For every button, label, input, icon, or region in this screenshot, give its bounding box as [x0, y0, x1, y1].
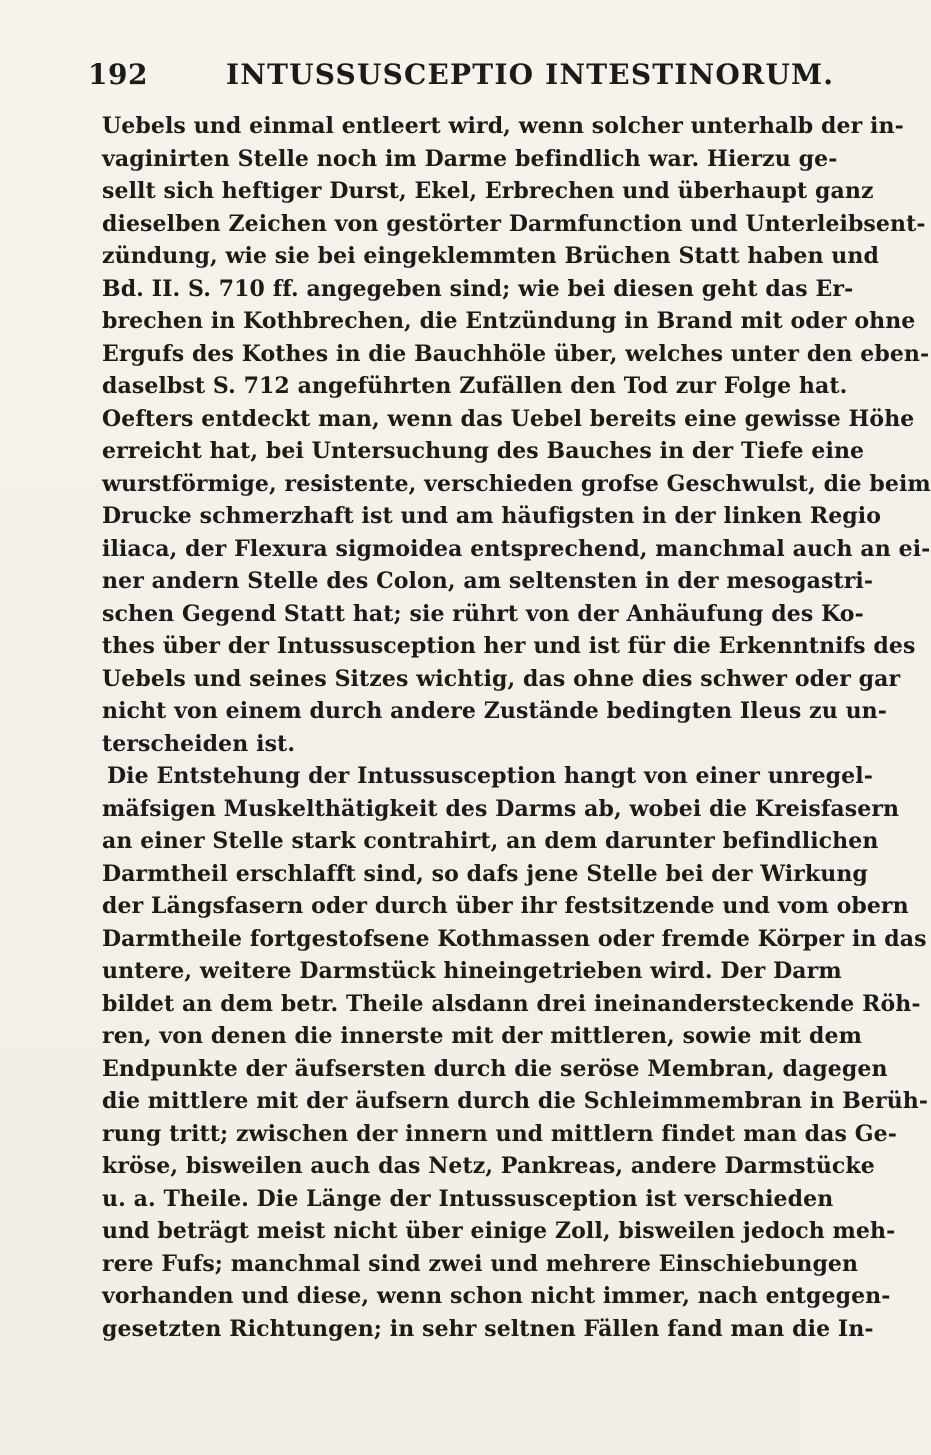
- text-line: kröse, bisweilen auch das Netz, Pankreas, andere Darmstücke: [102, 1153, 875, 1179]
- text-line: iliaca, der Flexura sigmoidea entsprechend, manchmal auch an ei-: [102, 535, 931, 562]
- text-line: zündung, wie sie bei eingeklemmten Brüchen Statt haben und: [102, 243, 879, 269]
- text-line: bildet an dem betr. Theile alsdann drei ineinandersteckende Röh-: [102, 990, 921, 1017]
- text-line: rere Fufs; manchmal sind zwei und mehrere Einschiebungen: [102, 1250, 859, 1277]
- text-line: terscheiden ist.: [102, 730, 296, 757]
- text-line: und beträgt meist nicht über einige Zoll, bisweilen jedoch meh-: [102, 1218, 896, 1244]
- text-line: Endpunkte der äufsersten durch die seröse Membran, dagegen: [102, 1055, 888, 1082]
- text-line: untere, weitere Darmstück hineingetrieben wird. Der Darm: [102, 958, 842, 984]
- text-line: Uebels und seines Sitzes wichtig, das ohne dies schwer oder gar: [102, 665, 901, 692]
- page-header: [88, 58, 835, 98]
- text-line: Bd. II. S. 710 ff. angegeben sind; wie bei diesen geht das Er-: [102, 275, 854, 302]
- text-line: mäfsigen Muskelthätigkeit des Darms ab, wobei die Kreisfasern: [102, 795, 900, 822]
- text-line: wurstförmige, resistente, verschieden grofse Geschwulst, die beim: [102, 470, 931, 497]
- text-line: sellt sich heftiger Durst, Ekel, Erbrechen und überhaupt ganz: [102, 178, 874, 204]
- text-line: der Längsfasern oder durch über ihr festsitzende und vom obern: [102, 893, 909, 919]
- text-line: vaginirten Stelle noch im Darme befindlich war. Hierzu ge-: [102, 145, 838, 172]
- text-line: Oefters entdeckt man, wenn das Uebel bereits eine gewisse Höhe: [102, 405, 915, 432]
- text-line: brechen in Kothbrechen, die Entzündung in Brand mit oder ohne: [102, 308, 916, 334]
- text-line: daselbst S. 712 angeführten Zufällen den Tod zur Folge hat.: [102, 373, 848, 399]
- text-line: nicht von einem durch andere Zustände bedingten Ileus zu un-: [102, 698, 888, 724]
- text-line: thes über der Intussusception her und ist für die Erkenntnifs des: [102, 633, 916, 659]
- text-line: dieselben Zeichen von gestörter Darmfunction und Unterleibsent-: [102, 210, 926, 237]
- text-line: Darmtheil erschlafft sind, so dafs jene Stelle bei der Wirkung: [102, 860, 868, 887]
- text-line: ner andern Stelle des Colon, am seltensten in der mesogastri-: [102, 568, 874, 594]
- text-line: schen Gegend Statt hat; sie rührt von der Anhäufung des Ko-: [102, 600, 864, 627]
- text-line: rung tritt; zwischen der innern und mittlern findet man das Ge-: [102, 1120, 897, 1147]
- text-line: vorhanden und diese, wenn schon nicht immer, nach entgegen-: [102, 1283, 891, 1309]
- page-number: 192: [88, 58, 148, 91]
- text-line: Ergufs des Kothes in die Bauchhöle über, welches unter den eben-: [102, 340, 930, 367]
- text-line: Uebels und einmal entleert wird, wenn solcher unterhalb der in-: [102, 113, 904, 139]
- text-line: Die Entstehung der Intussusception hangt von einer unregel-: [107, 763, 873, 789]
- text-line: an einer Stelle stark contrahirt, an dem darunter befindlichen: [102, 828, 879, 854]
- text-line: Darmtheile fortgestofsene Kothmassen oder fremde Körper in das: [102, 925, 927, 952]
- running-title: INTUSSUSCEPTIO INTESTINORUM.: [226, 58, 835, 91]
- text-line: gesetzten Richtungen; in sehr seltnen Fällen fand man die In-: [102, 1315, 874, 1342]
- text-line: die mittlere mit der äufsern durch die Schleimmembran in Berüh-: [102, 1088, 929, 1114]
- text-line: erreicht hat, bei Untersuchung des Bauches in der Tiefe eine: [102, 438, 865, 464]
- text-line: Drucke schmerzhaft ist und am häufigsten in der linken Regio: [102, 503, 882, 529]
- body-text: [102, 110, 931, 1440]
- text-line: u. a. Theile. Die Länge der Intussusception ist verschieden: [102, 1185, 834, 1212]
- text-line: ren, von denen die innerste mit der mittleren, sowie mit dem: [102, 1023, 863, 1049]
